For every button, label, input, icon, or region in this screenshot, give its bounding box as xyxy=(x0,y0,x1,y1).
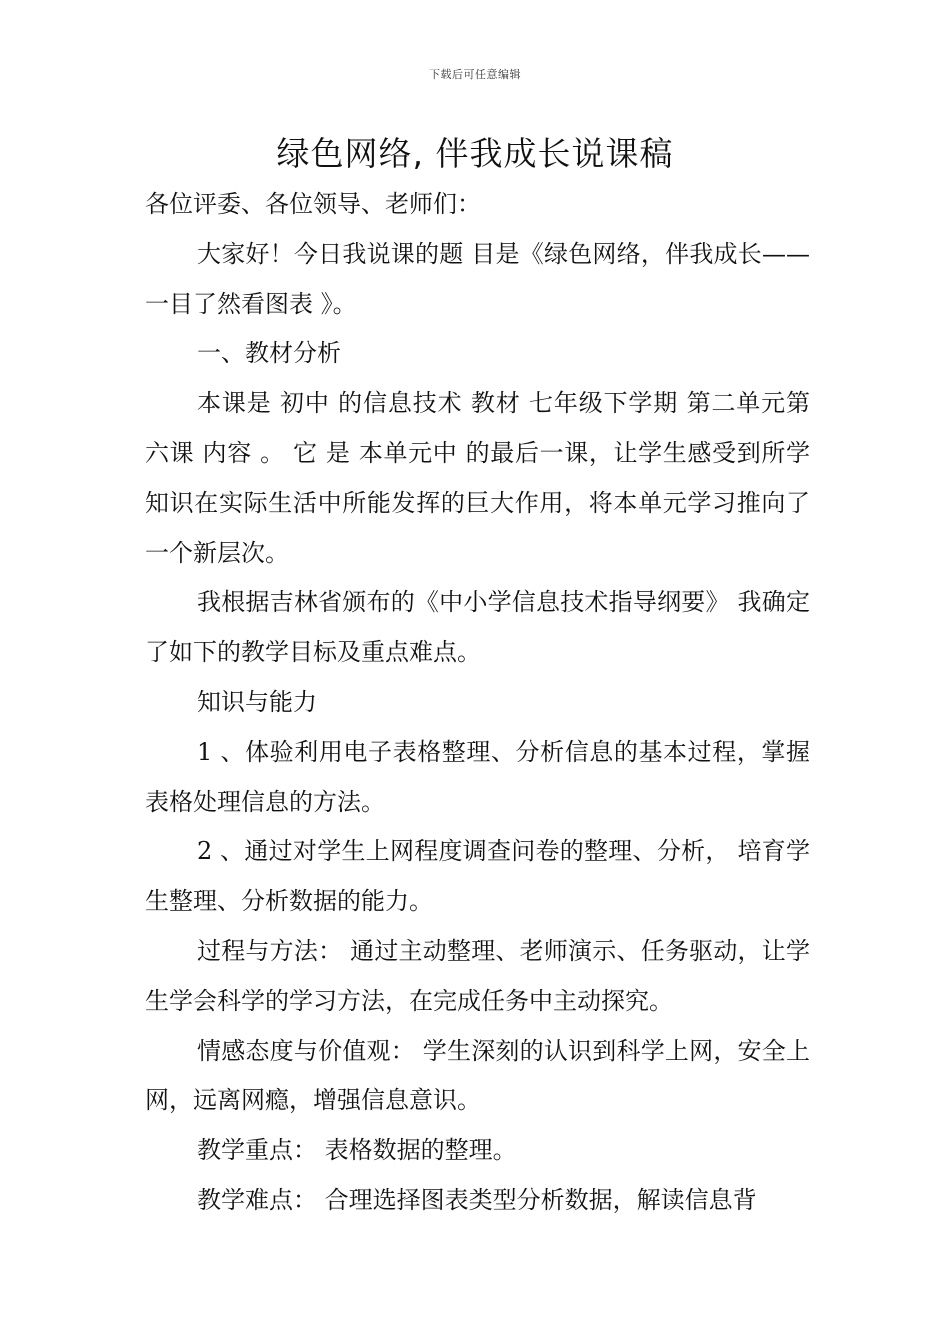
paragraph-process: 过程与方法： 通过主动整理、老师演示、任务驱动，让学生学会科学的学习方法，在完成任务中主动探究。 xyxy=(145,936,810,1015)
page-header: 下载后可任意编辑 xyxy=(429,68,521,81)
list-item-2: 2 、通过对学生上网程度调查问卷的整理、分析， 培育学生整理、分析数据的能力。 xyxy=(145,837,810,916)
paragraph-greeting: 各位评委、各位领导、老师们： xyxy=(145,190,481,218)
paragraph-basis: 我根据吉林省颁布的《中小学信息技术指导纲要》 我确定了如下的教学目标及重点难点。 xyxy=(145,588,810,667)
document-title: 绿色网络, 伴我成长说课稿 xyxy=(276,134,674,173)
document-body xyxy=(145,180,810,1226)
section-heading: 一、教材分析 xyxy=(197,339,341,368)
subheading-knowledge: 知识与能力 xyxy=(197,687,317,716)
paragraph-analysis: 本课是 初中 的信息技术 教材 七年级下学期 第二单元第六课 内容 。 它 是 本单元中 的最后一课，让学生感受到所学知识在实际生活中所能发挥的巨大作用，将本单元学习推向了一个新层次。 xyxy=(145,389,810,567)
paragraph-emotion: 情感态度与价值观： 学生深刻的认识到科学上网，安全上网，远离网瘾，增强信息意识。 xyxy=(145,1036,810,1115)
paragraph-difficulty: 教学难点： 合理选择图表类型分析数据，解读信息背 xyxy=(197,1185,757,1214)
list-item-1: 1 、体验利用电子表格整理、分析信息的基本过程，掌握表格处理信息的方法。 xyxy=(145,737,810,816)
paragraph-key-point: 教学重点： 表格数据的整理。 xyxy=(197,1136,517,1165)
paragraph-intro: 大家好！今日我说课的题 目是《绿色网络，伴我成长—— 一目了然看图表 》。 xyxy=(145,239,810,318)
